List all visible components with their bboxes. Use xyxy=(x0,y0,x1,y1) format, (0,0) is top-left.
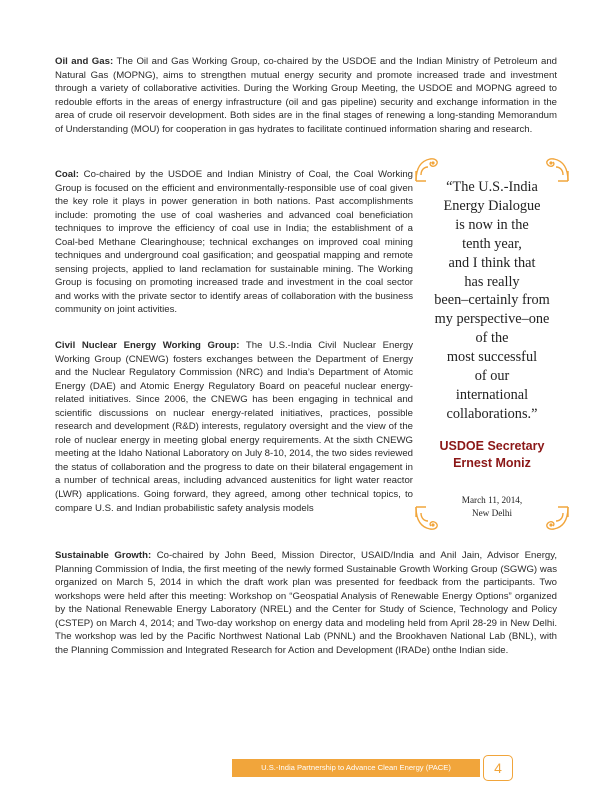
footer-label: U.S.-India Partnership to Advance Clean Energy (PACE) xyxy=(261,763,451,772)
nuclear-heading: Civil Nuclear Energy Working Group: xyxy=(55,340,240,351)
sustainable-growth-paragraph xyxy=(55,549,557,657)
nuclear-paragraph xyxy=(55,339,413,515)
quote-line: “The U.S.-India xyxy=(446,179,538,195)
quote-sidebar xyxy=(412,155,572,533)
quote-line: my perspective–one xyxy=(434,311,550,328)
quote-place-line: New Delhi xyxy=(471,508,513,518)
attribution-name: Ernest Moniz xyxy=(453,456,531,470)
quote-line: international xyxy=(455,386,529,403)
pull-quote xyxy=(422,178,562,424)
oil-gas-text: The Oil and Gas Working Group, co-chaired by the USDOE and the Indian Ministry of Petroleum and Natural Gas (MOPNG), aims to strengthen mutual energy security and promote increased trade and investment through a variety of collaborative activities. During the Working Group Meeting, the USDOE and MOPNG agreed to redouble efforts in the areas of energy infrastructure (oil and gas pipeline) security and exchange information in the area of crude oil reservoir development. Both sides are in the final stages of renewing a long-standing Memorandum of Understanding (MOU) for cooperation in gas hydrates to facilitate continued information sharing and research. xyxy=(55,56,557,135)
nuclear-text: The U.S.-India Civil Nuclear Energy Working Group (CNEWG) fosters exchanges between the Department of Energy and the Nuclear Regulatory Commission (NRC) and India’s Department of Atomic Energy (DAE) and Atomic Energy Regulatory Board on peaceful nuclear energy-related initiatives. Since 2006, the CNEWG has been engaging in technical and scientific discussions on nuclear energy-related initiatives, practices, possible research and development (R&D) interests, regulatory oversight and the view of the role of nuclear energy in meeting global energy requirements. At the sixth CNEWG meeting at the Idaho National Laboratory on July 8-10, 2014, the two sides reviewed the status of collaboration and the progress to date on their bilateral engagement in a number of technical areas, including advanced austenitics for light water reactor (LWR) applications. Going forward, they agreed, among other technical topics, to compare U.S. and Indian probabilistic safety analysis models xyxy=(55,340,413,514)
quote-line: most successful xyxy=(446,349,538,366)
quote-line: and I think that xyxy=(448,254,536,271)
quote-date xyxy=(412,494,572,520)
quote-line: of the xyxy=(475,330,509,347)
quote-line: collaborations.” xyxy=(446,405,538,422)
coal-text: Co-chaired by the USDOE and Indian Ministry of Coal, the Coal Working Group is focused on the efficient and environmentally-responsible use of coal given the key role it plays in power generation in both nations. Past accomplishments include: promoting the use of coal washeries and advanced coal beneficiation techniques to improve the efficiency of coal use in India; the establishment of a Coal-bed Methane Clearinghouse; technical exchanges on improved coal mining techniques and underground coal gasification; and geospatial mapping and remote sensing projects, applied to land reclamation for sustainable mining. The Working Group is focusing on promoting increased trade and investment in the coal sector and works with the private sector to identify areas of collaboration with the business community on joint activities. xyxy=(55,169,413,316)
coal-paragraph xyxy=(55,168,413,317)
quote-line: been–certainly from xyxy=(434,292,550,309)
oil-gas-paragraph xyxy=(55,55,557,136)
quote-line: has really xyxy=(464,273,520,290)
oil-gas-heading: Oil and Gas: xyxy=(55,56,114,67)
footer-title-bar xyxy=(232,759,480,777)
quote-line: is now in the xyxy=(455,216,529,233)
quote-line: tenth year, xyxy=(462,235,522,252)
quote-date-line: March 11, 2014, xyxy=(461,495,523,505)
coal-heading: Coal: xyxy=(55,169,79,180)
attribution-title: USDOE Secretary xyxy=(439,439,545,453)
quote-attribution xyxy=(412,438,572,472)
sustainable-growth-text: Co-chaired by John Beed, Mission Director, USAID/India and Anil Jain, Advisor Energy, Planning Commission of India, the first meeting of the newly formed Sustainable Growth Working Group (SGWG) was organized on March 5, 2014 in which the draft work plan was presented for feedback from the participants. Two workshops were held after this meeting: Workshop on “Geospatial Analysis of Renewable Energy Options” organized by the National Renewable Energy Laboratory (NREL) and the Center for Study of Science, Technology and Policy (CSTEP) on March 4, 2014; and Two-day workshop on energy data and modeling held from April 28-29 in New Delhi. The workshop was led by the Pacific Northwest National Lab (PNNL) and the Brookhaven National Lab (BNL), with the Planning Commission and Integrated Research for Action and Development (IRADe) onthe Indian side. xyxy=(55,550,557,656)
sustainable-growth-heading: Sustainable Growth: xyxy=(55,550,152,561)
quote-line: Energy Dialogue xyxy=(443,197,541,214)
quote-line: of our xyxy=(474,368,510,385)
page-number: 4 xyxy=(483,755,513,781)
